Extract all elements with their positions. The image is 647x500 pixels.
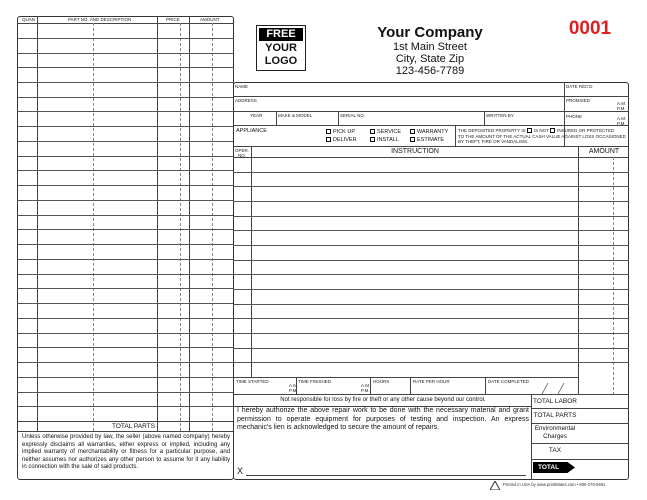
quan-header: QUAN <box>22 17 36 22</box>
logo-your-text: YOUR <box>265 42 297 54</box>
parts-row-line <box>17 244 234 245</box>
install-label: INSTALL <box>377 137 399 143</box>
date-label: DATE REC'D <box>566 84 593 89</box>
deposit-divider <box>455 125 456 146</box>
service-checkbox[interactable] <box>370 129 375 134</box>
deliver-checkbox[interactable] <box>326 137 331 142</box>
phone-am: A.M. <box>617 116 627 121</box>
parts-row-line <box>17 38 234 39</box>
instruction-row-line <box>233 216 629 217</box>
option-service[interactable] <box>370 129 401 135</box>
environmental-label: Environmental Charges <box>534 425 576 440</box>
amount-header: AMOUNT <box>200 17 220 22</box>
authorization-text: I hereby authorize the above repair work to be done with the necessary material and grant permission to operate equipment for purposes of testing and inspection. An express mechanic's lien is acknowledged to secure the amount of repairs. <box>237 407 529 431</box>
year-label: YEAR <box>250 113 263 118</box>
parts-row-line <box>17 111 234 112</box>
logo-free-text: FREE <box>266 28 296 40</box>
option-install[interactable] <box>370 137 399 143</box>
parts-row-line <box>17 126 234 127</box>
instruction-row-line <box>233 186 629 187</box>
parts-col-price-mid <box>180 23 181 431</box>
estimate-checkbox[interactable] <box>410 137 415 142</box>
instruction-row-line <box>233 274 629 275</box>
parts-row-line <box>17 318 234 319</box>
name-row-line <box>233 96 629 97</box>
total-label: TOTAL <box>538 464 560 471</box>
service-label: SERVICE <box>377 129 402 135</box>
year-divider <box>276 111 277 125</box>
printed-text: Printed in USA by www.printMates.com • 800-270-5591 <box>503 482 606 487</box>
instruction-label: INSTRUCTION <box>391 148 439 155</box>
parts-row-line <box>17 333 234 334</box>
instruction-row-line <box>233 304 629 305</box>
company-street: 1st Main Street <box>393 41 467 53</box>
parts-row-line <box>17 229 234 230</box>
description-header: PART NO. AND DESCRIPTION <box>68 17 132 22</box>
time-started-label: TIME STARTED <box>236 379 269 384</box>
parts-row-line <box>17 259 234 260</box>
parts-row-line <box>17 347 234 348</box>
address-label: ADDRESS <box>235 98 257 103</box>
time-started-pm: P.M. <box>289 388 298 393</box>
oper-no-label: OPER. NO. <box>235 148 250 158</box>
company-name: Your Company <box>377 24 483 41</box>
deposit-text-1-label: THE DEPOSITED PROPERTY IS <box>458 128 526 133</box>
instruction-row-line <box>233 348 629 349</box>
pick-up-label: PICK UP <box>333 129 356 135</box>
promised-label: PROMISED <box>566 98 591 103</box>
parts-row-line <box>17 185 234 186</box>
time-div-4 <box>485 377 486 394</box>
option-pick-up[interactable] <box>326 129 355 135</box>
deposit-text-2: TO THE AMOUNT OF THE ACTUAL CASH VALUE AGAINST LOSS OCCASIONED <box>458 134 626 139</box>
parts-row-line <box>17 377 234 378</box>
parts-row-line <box>17 97 234 98</box>
parts-table <box>17 16 234 480</box>
serial-divider <box>484 111 485 125</box>
time-started-am: A.M. <box>289 383 299 388</box>
time-finished-pm: P.M. <box>361 388 370 393</box>
total-parts-summary-label: TOTAL PARTS <box>533 412 577 419</box>
total-amount-field[interactable] <box>579 460 628 479</box>
total-parts-amount-field[interactable] <box>579 409 628 422</box>
deposit-text-3: BY THEFT, FIRE OR VANDALISM. <box>458 139 529 144</box>
insured-label: INSURED OR PROTECTED <box>557 128 615 133</box>
parts-col-amount <box>189 16 190 431</box>
environmental-line <box>531 443 629 444</box>
time-finished-label: TIME FINISHED <box>298 379 332 384</box>
instruction-row-line <box>233 260 629 261</box>
parts-col-price <box>157 16 158 431</box>
parts-col-quan <box>37 16 38 431</box>
parts-col-desc-mid <box>93 23 94 431</box>
time-div-1 <box>296 377 297 394</box>
date-slash-1 <box>542 383 548 394</box>
instruction-row-line <box>233 172 629 173</box>
is-not-label: IS NOT <box>533 128 549 133</box>
signature-line[interactable] <box>246 475 526 476</box>
instruction-row-line <box>233 318 629 319</box>
parts-row-line <box>17 215 234 216</box>
date-slashes <box>520 378 578 395</box>
parts-row-line <box>17 200 234 201</box>
address-row-line <box>233 111 629 112</box>
amount-col-line <box>578 146 579 395</box>
not-responsible-text: Not responsible for loss by fire or theft or any other cause beyond our control. <box>280 397 486 403</box>
form-number: 0001 <box>568 18 612 39</box>
oper-col-line <box>251 146 252 377</box>
time-finished-am: A.M. <box>361 383 371 388</box>
option-deliver[interactable] <box>326 137 357 143</box>
parts-row-line <box>17 406 234 407</box>
instruction-row-line <box>233 333 629 334</box>
tax-label: TAX <box>548 447 562 454</box>
estimate-label: ESTIMATE <box>417 137 445 143</box>
deposit-text-1 <box>458 128 614 133</box>
recycle-icon <box>490 481 500 490</box>
instruction-row-line <box>233 245 629 246</box>
address-field[interactable] <box>260 98 560 110</box>
serial-label: SERIAL NO. <box>340 113 366 118</box>
instruction-row-line <box>233 230 629 231</box>
parts-row-line <box>17 141 234 142</box>
instruction-row-line <box>233 362 629 363</box>
instruction-row-line <box>233 289 629 290</box>
year-row-line <box>233 125 629 126</box>
date-completed-label: DATE COMPLETED <box>488 379 529 384</box>
appliance-row-line <box>233 146 629 147</box>
parts-row-line <box>17 53 234 54</box>
phone-pm: P.M. <box>617 121 626 126</box>
disclaimer-text: Unless otherwise provided by law, the seller (above named company) hereby expressly disclaims all warranties, either express or implied, including any implied warranty of merchantability or fitness for a particular purpose, and neither assumes nor authorizes any other person to assume for it any liability in connection with the sale of said products. <box>22 434 230 471</box>
make-label: MAKE & MODEL <box>278 113 313 118</box>
time-div-2 <box>370 377 371 394</box>
price-header: PRICE <box>166 17 180 22</box>
time-row-bottom <box>233 394 629 395</box>
disclaimer-line <box>17 431 234 432</box>
parts-row-line <box>17 288 234 289</box>
parts-row-line <box>17 274 234 275</box>
option-estimate[interactable] <box>410 137 444 143</box>
parts-row-line <box>17 82 234 83</box>
deliver-label: DELIVER <box>333 137 357 143</box>
hours-label: HOURS <box>373 379 390 384</box>
date-slash-2 <box>558 383 564 394</box>
install-checkbox[interactable] <box>370 137 375 142</box>
total-parts-label: TOTAL PARTS <box>112 423 155 430</box>
logo-box <box>256 25 306 71</box>
parts-row-line <box>17 156 234 157</box>
parts-col-amount-mid <box>212 23 213 431</box>
amount-mid-line <box>613 157 614 395</box>
written-label: WRITTEN BY <box>486 113 514 118</box>
company-phone: 123-456-7789 <box>395 65 465 77</box>
parts-row-line <box>17 362 234 363</box>
name-field[interactable] <box>250 84 560 96</box>
parts-header-line <box>17 23 234 24</box>
promised-pm: P.M. <box>617 106 626 111</box>
warranty-checkbox[interactable] <box>410 129 415 134</box>
insured-checkbox[interactable] <box>550 128 555 133</box>
company-city: City, State Zip <box>395 53 465 65</box>
promised-am: A.M. <box>617 101 627 106</box>
instruction-header-line <box>233 157 629 158</box>
warranty-label: WARRANTY <box>417 129 449 135</box>
parts-row-line <box>17 303 234 304</box>
parts-total-line <box>17 421 234 422</box>
is-not-checkbox[interactable] <box>527 128 532 133</box>
phone-label: PHONE <box>566 114 583 119</box>
rate-label: RATE PER HOUR <box>413 379 450 384</box>
time-div-3 <box>410 377 411 394</box>
make-divider <box>338 111 339 125</box>
parts-row-line <box>17 170 234 171</box>
pick-up-checkbox[interactable] <box>326 129 331 134</box>
parts-row-line <box>17 67 234 68</box>
total-labor-label: TOTAL LABOR <box>533 398 577 405</box>
parts-row-line <box>17 392 234 393</box>
amount-label: AMOUNT <box>588 148 620 155</box>
name-label: NAME <box>235 84 249 89</box>
signature-x: X <box>237 466 244 476</box>
option-warranty[interactable] <box>410 129 448 135</box>
total-parts-line <box>531 423 629 424</box>
instruction-row-line <box>233 201 629 202</box>
appliance-label: APPLIANCE <box>236 128 267 134</box>
logo-logo-text: LOGO <box>264 55 298 67</box>
